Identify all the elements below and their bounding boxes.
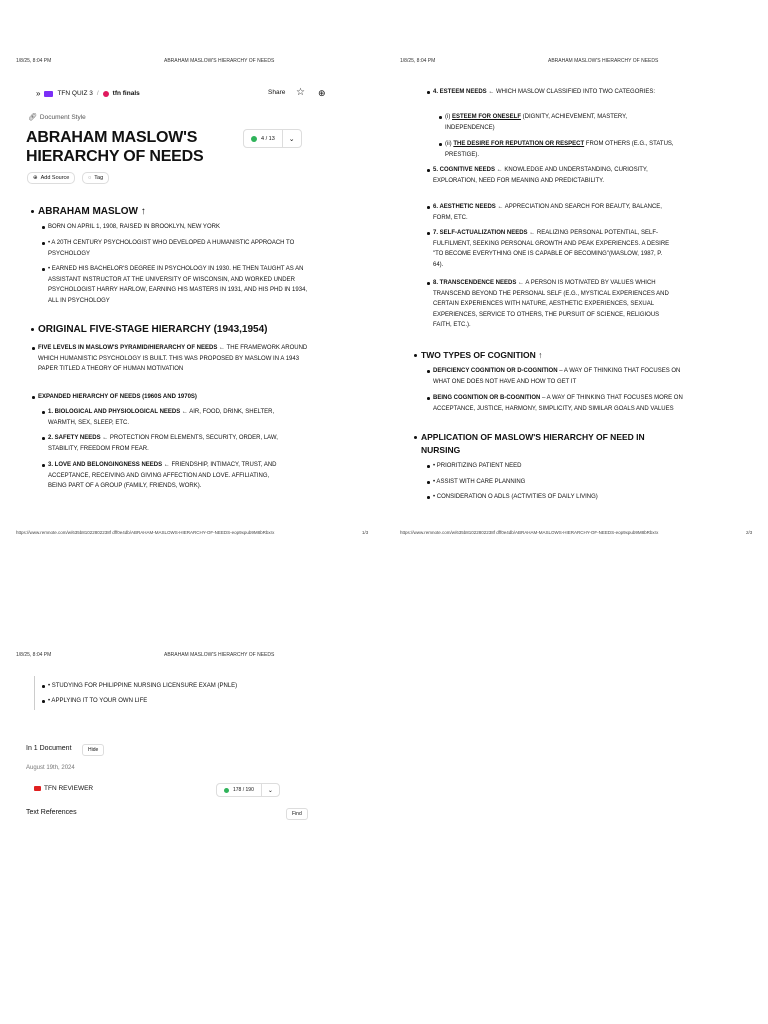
esteem-bold: 4. ESTEEM NEEDS xyxy=(433,89,487,95)
section-heading-cognition[interactable] xyxy=(414,350,542,360)
chevron-down-icon[interactable]: ⌄ xyxy=(267,787,273,794)
list-item[interactable] xyxy=(48,696,318,707)
breadcrumb-folder[interactable]: TFN QUIZ 3 xyxy=(57,90,93,97)
bullet xyxy=(414,436,417,439)
tag-button[interactable] xyxy=(82,172,109,184)
reviewer-label: TFN REVIEWER xyxy=(44,785,94,792)
flashcard-counter[interactable] xyxy=(243,129,302,148)
cognition-text: – A WAY OF THINKING THAT FOCUSES MORE ON ACCEPTANCE, JUSTICE, HARMONY, SIMPLICITY, AND SIMILAR GOALS AND VALUES xyxy=(433,395,683,412)
list-item[interactable] xyxy=(433,477,693,488)
document-style[interactable] xyxy=(28,113,86,121)
cognition-item[interactable] xyxy=(433,393,693,414)
list-item-text: • A 20TH CENTURY PSYCHOLOGIST WHO DEVELOPED A HUMANISTIC APPROACH TO PSYCHOLOGY xyxy=(48,240,295,257)
list-item-text: BORN ON APRIL 1, 1908, RAISED IN BROOKLYN, NEW YORK xyxy=(48,224,220,230)
list-item-expanded[interactable] xyxy=(38,392,308,403)
reviewer-counter-value: 178 / 190 xyxy=(233,787,254,793)
cognition-bold: BEING COGNITION OR B-COGNITION xyxy=(433,395,541,401)
list-item[interactable] xyxy=(48,222,318,233)
collapse-sidebar-icon[interactable]: » xyxy=(36,89,41,98)
reference-date: August 19th, 2024 xyxy=(26,765,75,771)
share-button[interactable]: Share xyxy=(268,89,286,96)
cognitive-text: ← KNOWLEDGE AND UNDERSTANDING, CURIOSITY, EXPLORATION, NEED FOR MEANING AND PREDICTABILITY. xyxy=(433,167,648,184)
in-document-label: In 1 Document xyxy=(26,745,72,752)
need-item[interactable] xyxy=(48,460,288,492)
link-icon: 🔗︎ xyxy=(28,114,37,121)
counter-value: 4 / 13 xyxy=(261,135,275,142)
folder-icon xyxy=(44,91,53,97)
application-heading-line1: APPLICATION OF MASLOW'S HIERARCHY OF NEED IN xyxy=(421,432,645,442)
text-references-label: Text References xyxy=(26,809,77,816)
print-header-date: 1/8/25, 8:04 PM xyxy=(16,58,52,64)
trans-bold: 8. TRANSCENDENCE NEEDS xyxy=(433,280,517,286)
bullet xyxy=(31,328,34,331)
five-levels-text: ← THE FRAMEWORK AROUND WHICH HUMANISTIC PSYCHOLOGY IS BUILT. THIS WAS PROPOSED BY MASLOW IN A 1943 PAPER TITLED A THEORY OF HUMAN MOTIVATION xyxy=(38,345,308,372)
reviewer-link[interactable] xyxy=(34,785,93,792)
tag-outline-icon: ◌ xyxy=(88,175,92,181)
five-levels-bold: FIVE LEVELS IN MASLOW'S PYRAMID/HIERARCHY OF NEEDS xyxy=(38,345,218,351)
need-text: ← PROTECTION FROM ELEMENTS, SECURITY, ORDER, LAW, STABILITY, FREEDOM FROM FEAR. xyxy=(48,435,278,452)
esteem-sub-text: FROM OTHERS (E.G., STATUS, PRESTIGE). xyxy=(445,141,674,158)
folder-icon xyxy=(34,786,41,791)
bullet xyxy=(414,354,417,357)
need-text: ← AIR, FOOD, DRINK, SHELTER, WARMTH, SEX, SLEEP, ETC. xyxy=(48,409,275,426)
esteem-sub-item[interactable] xyxy=(445,139,675,160)
section-heading-maslow-text: ABRAHAM MASLOW ↑ xyxy=(38,206,146,217)
print-header-title: ABRAHAM MASLOW'S HIERARCHY OF NEEDS xyxy=(164,652,275,658)
section-heading-hierarchy[interactable] xyxy=(31,324,268,335)
self-bold: 7. SELF-ACTUALIZATION NEEDS xyxy=(433,230,528,236)
cognition-text: – A WAY OF THINKING THAT FOCUSES ON WHAT ONE DOES NOT HAVE AND HOW TO GET IT xyxy=(433,368,681,385)
add-source-label: Add Source xyxy=(40,175,70,181)
need-item-cognitive[interactable] xyxy=(433,165,673,186)
need-item-esteem[interactable] xyxy=(433,87,673,98)
more-icon[interactable]: ⊕ xyxy=(318,88,326,98)
counter-main[interactable] xyxy=(217,784,262,796)
list-item[interactable] xyxy=(48,681,318,692)
cognition-bold: DEFICIENCY COGNITION OR D-COGNITION xyxy=(433,368,558,374)
esteem-sub-bold: ESTEEM FOR ONESELF xyxy=(452,114,522,120)
esteem-text: ← WHICH MASLOW CLASSIFIED INTO TWO CATEGORIES: xyxy=(486,89,656,95)
list-item-five-levels[interactable] xyxy=(38,343,308,375)
reviewer-counter[interactable] xyxy=(216,783,280,797)
list-item-text: • CONSIDERATION O ADLS (ACTIVITIES OF DAILY LIVING) xyxy=(433,494,598,500)
list-item-text: • ASSIST WITH CARE PLANNING xyxy=(433,479,526,485)
section-heading-cognition-text: TWO TYPES OF COGNITION ↑ xyxy=(421,350,543,360)
section-heading-maslow[interactable] xyxy=(31,206,146,217)
card-status-icon xyxy=(224,788,229,793)
plus-icon: ⊕ xyxy=(33,175,38,181)
list-item-text: • APPLYING IT TO YOUR OWN LIFE xyxy=(48,698,148,704)
esteem-sub-item[interactable] xyxy=(445,112,675,133)
print-header-title: ABRAHAM MASLOW'S HIERARCHY OF NEEDS xyxy=(164,58,275,64)
page-title xyxy=(26,128,236,166)
cognition-item[interactable] xyxy=(433,366,693,387)
print-footer-page: 2/3 xyxy=(746,530,753,535)
find-button[interactable]: Find xyxy=(286,808,308,820)
breadcrumb-separator: / xyxy=(96,90,99,97)
need-text: ← FRIENDSHIP, INTIMACY, TRUST, AND ACCEPTANCE, RECEIVING AND GIVING AFFECTION AND LOVE. AFFILIATING, BEING PART OF A GROUP (FAMILY, FRIENDS, WORK). xyxy=(48,462,277,489)
chevron-down-icon[interactable]: ⌄ xyxy=(288,135,295,143)
cognitive-bold: 5. COGNITIVE NEEDS xyxy=(433,167,496,173)
print-footer-page: 1/3 xyxy=(362,530,369,535)
document-style-label: Document Style xyxy=(39,113,86,121)
need-bold: 1. BIOLOGICAL AND PHYSIOLOGICAL NEEDS xyxy=(48,409,181,415)
section-heading-application[interactable] xyxy=(414,431,645,457)
list-item[interactable] xyxy=(48,238,318,259)
add-source-button[interactable] xyxy=(27,172,75,184)
trans-text: ← A PERSON IS MOTIVATED BY VALUES WHICH TRANSCEND BEYOND THE PERSONAL SELF (E.G., MYSTICAL EXPERIENCES AND CERTAIN EXPERIENCES WITH NATURE, AESTHETIC EXPERIENCES, SEXUAL EXPERIENCES, SERVICE TO OTHERS, THE PURSUIT OF SCIENCE, RELIGIOUS FAITH, ETC.). xyxy=(433,280,669,328)
list-item[interactable] xyxy=(433,461,693,472)
list-item[interactable] xyxy=(48,264,318,306)
esteem-sub-prefix: (ii) xyxy=(445,141,454,147)
print-header-date: 1/8/25, 8:04 PM xyxy=(400,58,436,64)
tag-label: Tag xyxy=(94,175,104,181)
card-status-icon xyxy=(251,136,257,142)
need-item-aesthetic[interactable] xyxy=(433,202,673,223)
list-item-text: • PRIORITIZING PATIENT NEED xyxy=(433,463,522,469)
need-item[interactable] xyxy=(48,433,288,454)
list-item[interactable] xyxy=(433,492,693,503)
title-line-1: ABRAHAM MASLOW'S xyxy=(26,129,198,146)
print-footer-url: https://www.remnote.com/w/635b81022802238f dff0e4db/ABRAHAM-MASLOWS-HIERARCHY-OF-NEEDS-eop9xpub9M8bRbxrx xyxy=(400,530,659,535)
print-header-title: ABRAHAM MASLOW'S HIERARCHY OF NEEDS xyxy=(548,58,659,64)
tag-icon xyxy=(103,91,109,97)
aesthetic-bold: 6. AESTHETIC NEEDS xyxy=(433,204,496,210)
need-item[interactable] xyxy=(48,407,288,428)
breadcrumb-tag[interactable]: tfn finals xyxy=(112,90,140,97)
aesthetic-text: ← APPRECIATION AND SEARCH FOR BEAUTY, BALANCE, FORM, ETC. xyxy=(433,204,662,221)
need-item-transcendence[interactable] xyxy=(433,278,673,331)
need-bold: 3. LOVE AND BELONGINGNESS NEEDS xyxy=(48,462,163,468)
esteem-sub-prefix: (i) xyxy=(445,114,452,120)
esteem-sub-text: (DIGNITY, ACHIEVEMENT, MASTERY, INDEPENDENCE) xyxy=(445,114,628,131)
list-item-text: • EARNED HIS BACHELOR'S DEGREE IN PSYCHOLOGY IN 1930. HE THEN TAUGHT AS AN ASSISTANT INSTRUCTOR AT THE UNIVERSITY OF WISCONSIN, AND WORKED UNDER PSYCHOLOGIST HARRY HARLOW, EARNING HIS MASTERS IN 1931, AND HIS PHD IN 1934, ALL IN PSYCHOLOGY xyxy=(48,266,308,304)
indent-guide xyxy=(34,676,36,710)
title-line-2: HIERARCHY OF NEEDS xyxy=(26,148,204,165)
hide-button[interactable]: Hide xyxy=(82,744,104,756)
counter-main[interactable] xyxy=(244,130,283,147)
bullet xyxy=(31,210,34,213)
section-heading-hierarchy-text: ORIGINAL FIVE-STAGE HIERARCHY (1943,1954) xyxy=(38,324,268,335)
expanded-bold: EXPANDED HIERARCHY OF NEEDS (1960S AND 1970S) xyxy=(38,394,197,400)
print-header-date: 1/8/25, 8:04 PM xyxy=(16,652,52,658)
self-text: ← REALIZING PERSONAL POTENTIAL, SELF-FULFILMENT, SEEKING PERSONAL GROWTH AND PEAK EXPERIENCES. A DESIRE "TO BECOME EVERYTHING ONE IS CAPABLE OF BECOMING"(MASLOW, 1987, P. 64). xyxy=(433,230,670,268)
need-item-self-actualization[interactable] xyxy=(433,228,673,270)
star-icon[interactable]: ☆ xyxy=(296,87,305,98)
print-footer-url: https://www.remnote.com/w/635b81022802238f dff0e4db/ABRAHAM-MASLOWS-HIERARCHY-OF-NEEDS-eop9xpub9M8bRbxrx xyxy=(16,530,275,535)
list-item-text: • STUDYING FOR PHILIPPINE NURSING LICENSURE EXAM (PNLE) xyxy=(48,683,238,689)
need-bold: 2. SAFETY NEEDS xyxy=(48,435,101,441)
application-heading-line2: NURSING xyxy=(421,445,461,455)
esteem-sub-bold: THE DESIRE FOR REPUTATION OR RESPECT xyxy=(453,141,585,147)
breadcrumb xyxy=(36,89,140,98)
